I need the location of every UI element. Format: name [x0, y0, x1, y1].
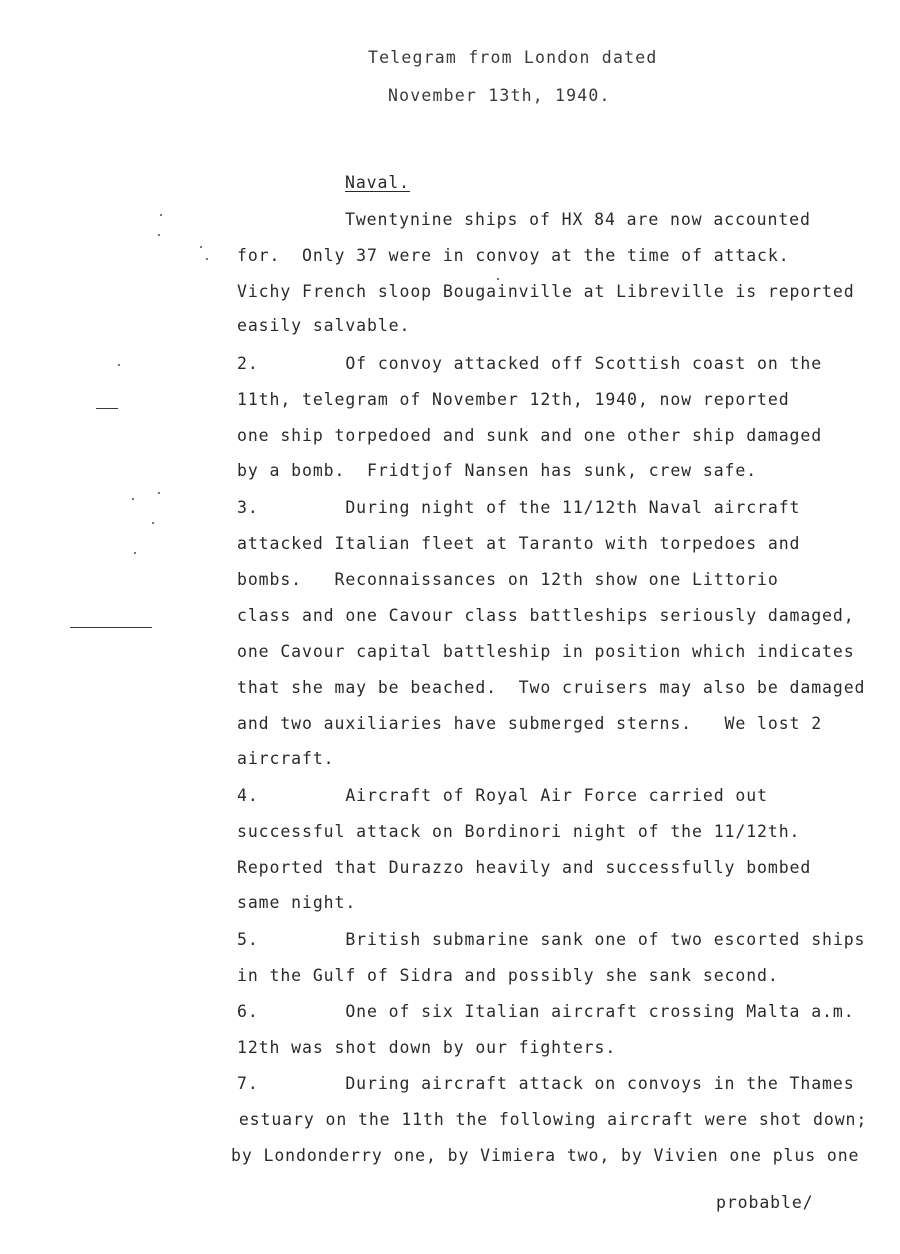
body-line: one ship torpedoed and sunk and one other ship damaged — [237, 426, 823, 445]
scan-speck — [206, 258, 208, 260]
body-line: Vichy French sloop Bougainville at Libreville is reported — [237, 282, 855, 301]
scan-speck — [497, 278, 499, 280]
body-line: Reported that Durazzo heavily and successfully bombed — [237, 858, 812, 877]
scan-speck — [152, 522, 154, 524]
body-line: that she may be beached. Two cruisers may also be damaged — [237, 678, 866, 697]
body-line: Twentynine ships of HX 84 are now accounted — [345, 210, 811, 229]
body-line: by Londonderry one, by Vimiera two, by Vivien one plus one — [231, 1146, 860, 1165]
body-line: and two auxiliaries have submerged sterns. We lost 2 — [237, 714, 823, 733]
scan-speck — [118, 364, 120, 366]
telegram-header-line-1: Telegram from London dated — [368, 48, 658, 67]
body-line: one Cavour capital battleship in position which indicates — [237, 642, 855, 661]
body-line: attacked Italian fleet at Taranto with torpedoes and — [237, 534, 801, 553]
body-line: 7. During aircraft attack on convoys in the Thames — [237, 1074, 855, 1093]
section-heading-naval: Naval. — [345, 173, 411, 192]
margin-rule-long — [70, 627, 152, 628]
margin-rule-short — [96, 408, 118, 409]
body-line: 12th was shot down by our fighters. — [237, 1038, 617, 1057]
continuation-catchword: probable/ — [716, 1193, 814, 1212]
body-line: 3. During night of the 11/12th Naval aircraft — [237, 498, 801, 517]
body-line: aircraft. — [237, 749, 335, 768]
body-line: 5. British submarine sank one of two escorted ships — [237, 930, 866, 949]
body-line: class and one Cavour class battleships seriously damaged, — [237, 606, 855, 625]
body-line: bombs. Reconnaissances on 12th show one Littorio — [237, 570, 779, 589]
body-line: successful attack on Bordinori night of the 11/12th. — [237, 822, 801, 841]
body-line: 4. Aircraft of Royal Air Force carried out — [237, 786, 768, 805]
scan-speck — [132, 498, 134, 500]
scan-speck — [134, 552, 136, 554]
body-line: for. Only 37 were in convoy at the time of attack. — [237, 246, 790, 265]
scan-speck — [160, 214, 162, 216]
body-line: same night. — [237, 893, 357, 912]
body-line: 6. One of six Italian aircraft crossing Malta a.m. — [237, 1002, 855, 1021]
scan-speck — [158, 234, 160, 236]
body-line: in the Gulf of Sidra and possibly she sank second. — [237, 966, 779, 985]
body-line: easily salvable. — [237, 316, 411, 335]
telegram-header-date: November 13th, 1940. — [388, 86, 611, 105]
body-line: 11th, telegram of November 12th, 1940, now reported — [237, 390, 790, 409]
body-line: by a bomb. Fridtjof Nansen has sunk, crew safe. — [237, 461, 758, 480]
body-line: estuary on the 11th the following aircraft were shot down; — [228, 1110, 868, 1129]
scan-speck — [200, 246, 202, 248]
scan-speck — [158, 492, 160, 494]
body-line: 2. Of convoy attacked off Scottish coast on the — [237, 354, 823, 373]
